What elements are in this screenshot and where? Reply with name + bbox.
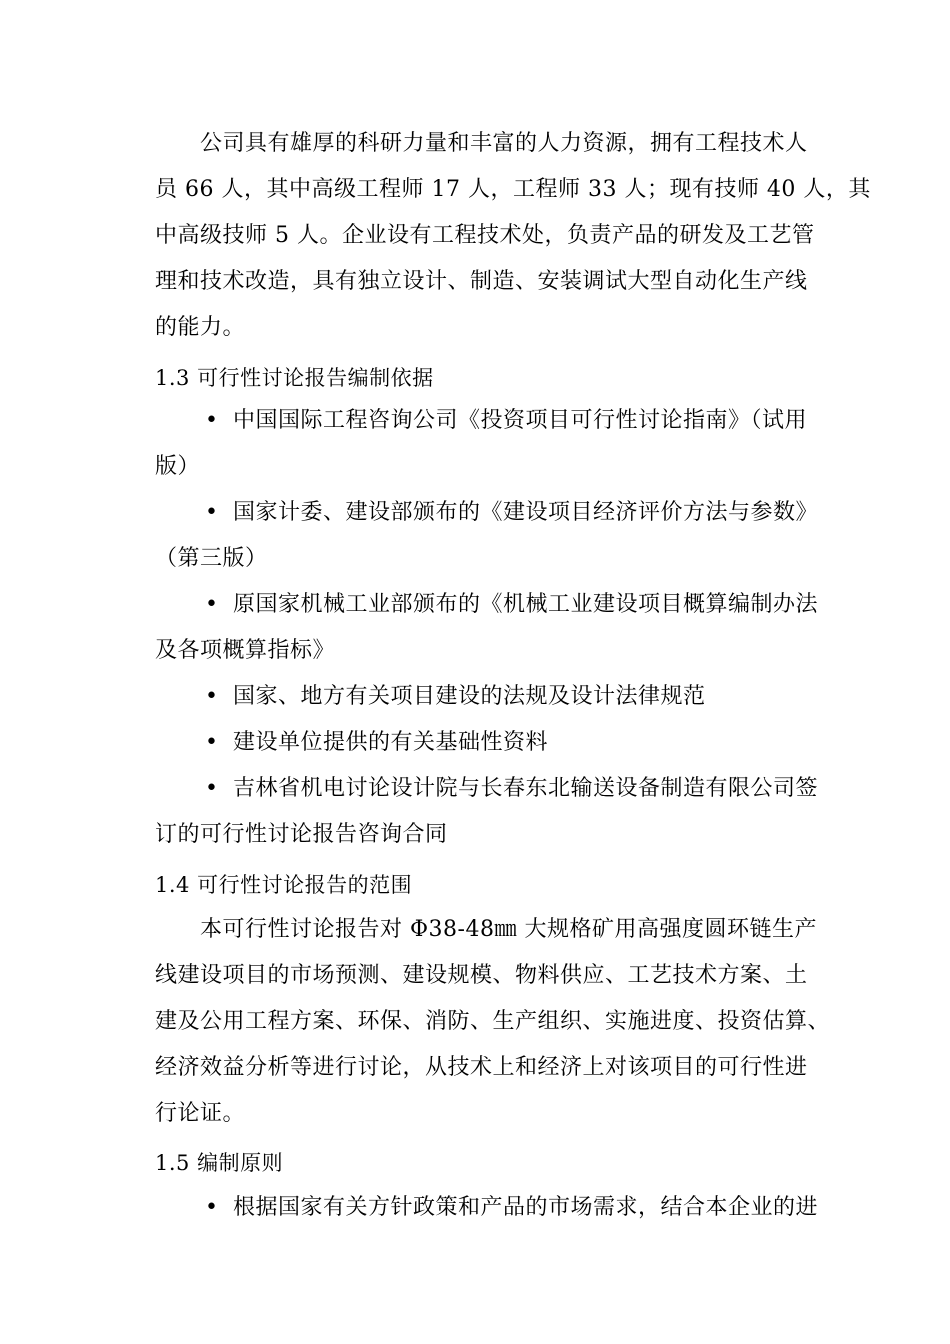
basis-list [155, 398, 835, 858]
paragraph-line: 中高级技师 5 人。企业设有工程技术处，负责产品的研发及工艺管 [155, 223, 815, 248]
paragraph-line: 理和技术改造，具有独立设计、制造、安装调试大型自动化生产线 [155, 269, 808, 294]
paragraph-line: 建及公用工程方案、环保、消防、生产组织、实施进度、投资估算、 [155, 1009, 831, 1034]
company-paragraph [155, 121, 871, 351]
list-item-text: 中国国际工程咨询公司《投资项目可行性讨论指南》（试用 [233, 408, 808, 433]
list-item-text: 建设单位提供的有关基础性资料 [233, 730, 549, 755]
bullet-icon: • [205, 592, 219, 617]
paragraph-line: 本可行性讨论报告对 Φ38-48㎜ 大规格矿用高强度圆环链生产 [200, 917, 817, 942]
bullet-icon: • [205, 408, 219, 433]
list-item-continuation: 及各项概算指标》 [155, 638, 336, 663]
paragraph-line: 员 66 人，其中高级工程师 17 人，工程师 33 人；现有技师 40 人，其 [155, 177, 871, 202]
paragraph-line: 公司具有雄厚的科研力量和丰富的人力资源，拥有工程技术人 [200, 131, 808, 156]
list-item [155, 766, 835, 812]
list-item [155, 720, 835, 766]
list-item-continuation: 版） [155, 454, 201, 479]
bullet-icon: • [205, 730, 219, 755]
section-heading-1-4: 1.4 可行性讨论报告的范围 [155, 873, 413, 897]
list-item-text: 吉林省机电讨论设计院与长春东北输送设备制造有限公司签 [233, 776, 819, 801]
bullet-icon: • [205, 500, 219, 525]
list-item [155, 398, 835, 444]
list-item [155, 582, 835, 628]
bullet-icon: • [205, 684, 219, 709]
list-item-continuation: （第三版） [155, 546, 268, 571]
paragraph-line: 的能力。 [155, 315, 246, 340]
list-item [155, 490, 835, 536]
section-heading-1-5: 1.5 编制原则 [155, 1151, 284, 1175]
section-heading-1-3: 1.3 可行性讨论报告编制依据 [155, 366, 434, 390]
principles-list [155, 1185, 835, 1231]
list-item [155, 1185, 835, 1231]
list-item [155, 674, 835, 720]
bullet-icon: • [205, 1195, 219, 1220]
list-item-text: 国家、地方有关项目建设的法规及设计法律规范 [233, 684, 706, 709]
paragraph-line: 线建设项目的市场预测、建设规模、物料供应、工艺技术方案、土 [155, 963, 808, 988]
list-item-text: 国家计委、建设部颁布的《建设项目经济评价方法与参数》 [233, 500, 819, 525]
paragraph-line: 行论证。 [155, 1101, 246, 1126]
list-item-text: 根据国家有关方针政策和产品的市场需求，结合本企业的进 [233, 1195, 819, 1220]
paragraph-line: 经济效益分析等进行讨论，从技术上和经济上对该项目的可行性进 [155, 1055, 808, 1080]
scope-paragraph [155, 907, 835, 1137]
list-item-text: 原国家机械工业部颁布的《机械工业建设项目概算编制办法 [233, 592, 819, 617]
bullet-icon: • [205, 776, 219, 801]
list-item-continuation: 订的可行性讨论报告咨询合同 [155, 822, 448, 847]
